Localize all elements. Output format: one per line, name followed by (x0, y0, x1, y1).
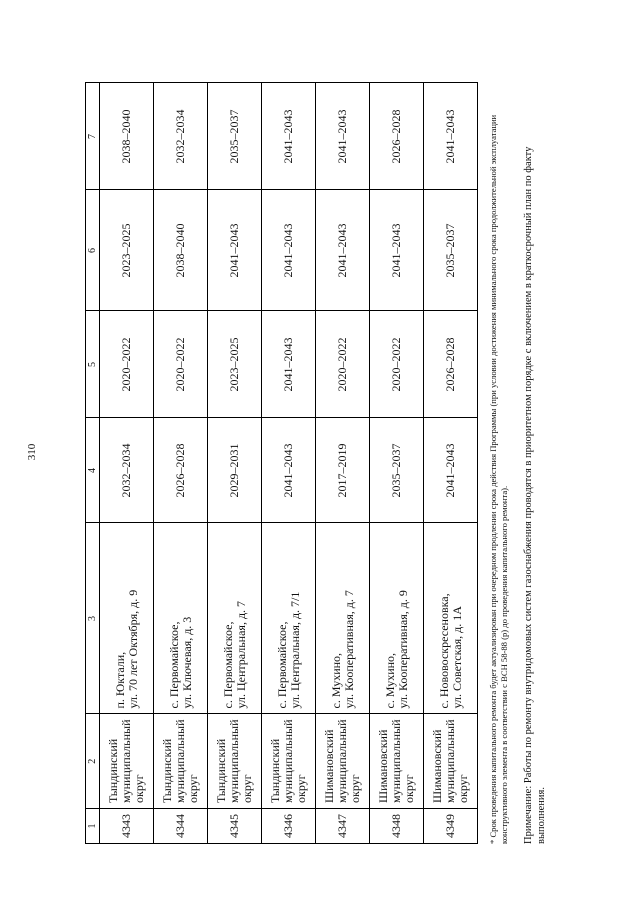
district-cell: Шимановский муниципальный округ (370, 714, 424, 809)
row-number: 4347 (316, 809, 370, 844)
period-cell: 2023–2025 (208, 311, 262, 418)
period-cell: 2032–2034 (154, 83, 208, 190)
period-cell: 2041–2043 (262, 83, 316, 190)
period-cell: 2023–2025 (100, 190, 154, 311)
district-cell: Тындинский муниципальный округ (154, 714, 208, 809)
address-cell: с. Нововоскресеновка, ул. Советская, д. 1А (424, 523, 478, 714)
period-cell: 2041–2043 (424, 83, 478, 190)
column-header: 2 (86, 714, 100, 809)
district-cell: Тындинский муниципальный округ (262, 714, 316, 809)
address-cell: п. Юктали, ул. 70 лет Октября, д. 9 (100, 523, 154, 714)
address-cell: с. Мухино, ул. Кооперативная, д. 7 (316, 523, 370, 714)
district-cell: Тындинский муниципальный округ (100, 714, 154, 809)
period-cell: 2041–2043 (262, 311, 316, 418)
column-header: 4 (86, 418, 100, 523)
period-cell: 2041–2043 (262, 418, 316, 523)
column-number-row (86, 83, 100, 844)
period-cell: 2026–2028 (424, 311, 478, 418)
period-cell: 2038–2040 (100, 83, 154, 190)
rotated-page-content (85, 44, 625, 844)
row-number: 4344 (154, 809, 208, 844)
address-cell: с. Первомайское, ул. Центральная, д. 7 (208, 523, 262, 714)
table-row (100, 83, 154, 844)
notes-section (488, 94, 548, 844)
period-cell: 2020–2022 (100, 311, 154, 418)
period-cell: 2020–2022 (154, 311, 208, 418)
table-row (262, 83, 316, 844)
district-cell: Шимановский муниципальный округ (424, 714, 478, 809)
column-header: 7 (86, 83, 100, 190)
table-row (208, 83, 262, 844)
period-cell: 2035–2037 (424, 190, 478, 311)
period-cell: 2041–2043 (370, 190, 424, 311)
page-number: 310 (26, 443, 38, 461)
period-cell: 2041–2043 (262, 190, 316, 311)
address-cell: с. Первомайское, ул. Центральная, д. 7/1 (262, 523, 316, 714)
period-cell: 2032–2034 (100, 418, 154, 523)
period-cell: 2041–2043 (208, 190, 262, 311)
row-number: 4348 (370, 809, 424, 844)
table-row (154, 83, 208, 844)
column-header: 3 (86, 523, 100, 714)
column-header: 6 (86, 190, 100, 311)
period-cell: 2041–2043 (424, 418, 478, 523)
row-number: 4343 (100, 809, 154, 844)
capital-repair-table (85, 82, 478, 844)
column-header: 5 (86, 311, 100, 418)
district-cell: Шимановский муниципальный округ (316, 714, 370, 809)
row-number: 4346 (262, 809, 316, 844)
period-cell: 2026–2028 (370, 83, 424, 190)
column-header: 1 (86, 809, 100, 844)
table-row (424, 83, 478, 844)
row-number: 4345 (208, 809, 262, 844)
row-number: 4349 (424, 809, 478, 844)
period-cell: 2041–2043 (316, 190, 370, 311)
period-cell: 2038–2040 (154, 190, 208, 311)
period-cell: 2020–2022 (316, 311, 370, 418)
address-cell: с. Мухино, ул. Кооперативная, д. 9 (370, 523, 424, 714)
period-cell: 2026–2028 (154, 418, 208, 523)
table-row (370, 83, 424, 844)
remark-note: Примечание: Работы по ремонту внутридомовых систем газоснабжения проводятся в приоритетном порядке с включением в краткосрочный план по факту выполнения. (523, 146, 547, 844)
period-cell: 2020–2022 (370, 311, 424, 418)
period-cell: 2035–2037 (208, 83, 262, 190)
period-cell: 2041–2043 (316, 83, 370, 190)
period-cell: 2035–2037 (370, 418, 424, 523)
period-cell: 2029–2031 (208, 418, 262, 523)
district-cell: Тындинский муниципальный округ (208, 714, 262, 809)
period-cell: 2017–2019 (316, 418, 370, 523)
address-cell: с. Первомайское, ул. Ключевая, д. 3 (154, 523, 208, 714)
table-row (316, 83, 370, 844)
footnote: * Срок проведения капитального ремонта будет актуализирован при очередном продлении срока действия Программы (при условии достижения минимального срока продолжительной эксплуатации конструктивного элемента в соответствии с ВСН 58-88 (р) до проведения капитального ремонта). (488, 114, 509, 844)
